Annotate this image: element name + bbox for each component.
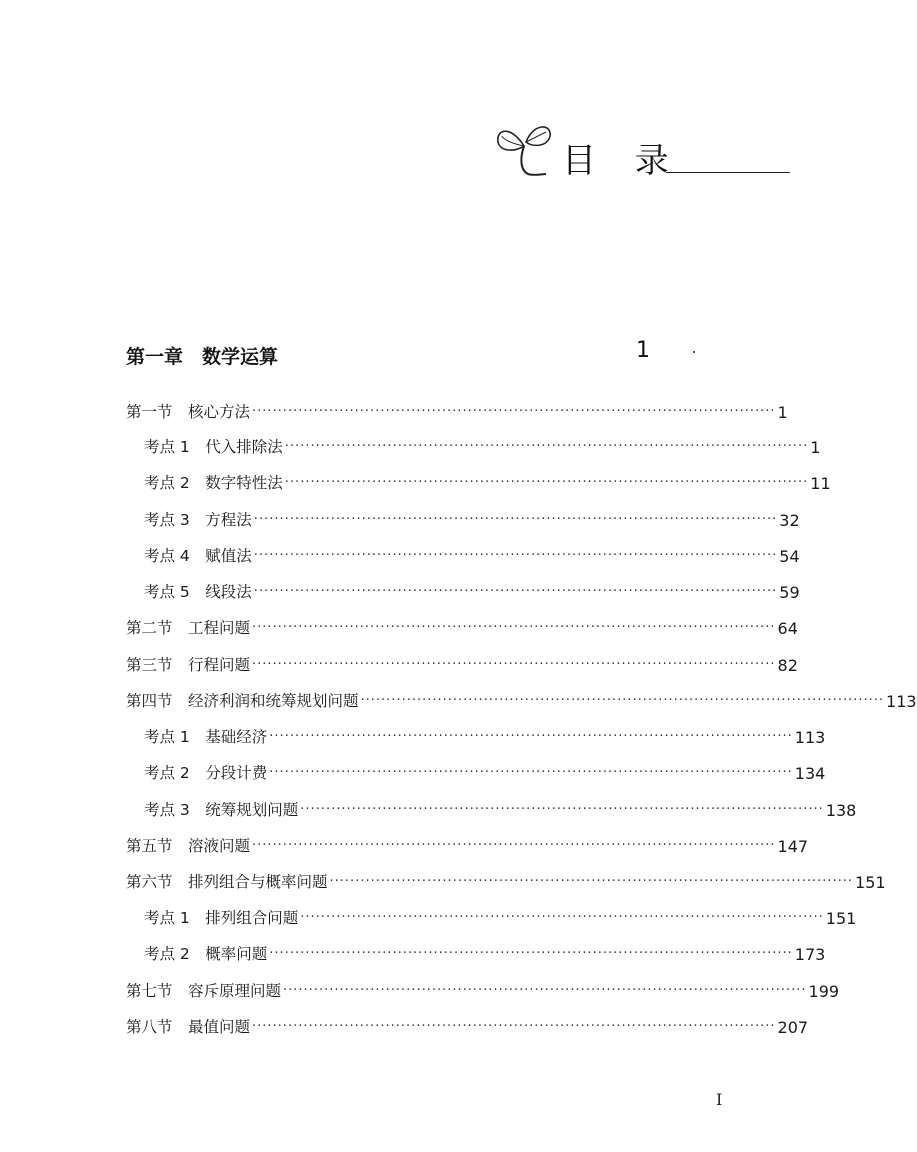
- entry-page-number: 151: [825, 909, 857, 928]
- dot-leader: ······································································································: [252, 657, 776, 672]
- entry-page-number: 59: [779, 583, 800, 602]
- entry-page-number: 82: [777, 656, 798, 675]
- entry-label: 考点 1 代入排除法: [144, 438, 283, 456]
- entry-page-number: 173: [794, 945, 826, 964]
- entry-label: 第五节 溶液问题: [126, 837, 251, 855]
- dot-leader: ······································································································: [252, 838, 776, 853]
- toc-entry-point[interactable]: [144, 506, 800, 530]
- dot-leader: ······································································································: [269, 729, 793, 744]
- toc-title: 目 录: [562, 141, 683, 181]
- dot-leader: ······································································································: [253, 512, 778, 527]
- dot-leader: ······································································································: [269, 946, 793, 961]
- dot-leader: ······································································································: [253, 584, 778, 599]
- entry-page-number: 1: [810, 438, 821, 457]
- dot-leader: ······································································································: [329, 874, 854, 889]
- toc-entry-section[interactable]: [126, 614, 798, 638]
- entry-label: 考点 3 统筹规划问题: [144, 801, 299, 819]
- page-number: I: [716, 1090, 723, 1109]
- entry-label: 考点 2 概率问题: [144, 945, 268, 963]
- entry-page-number: 147: [777, 837, 809, 856]
- entry-label: 第一节 核心方法: [126, 403, 251, 421]
- entry-page-number: 151: [855, 873, 886, 892]
- toc-entry-point[interactable]: [144, 940, 826, 964]
- dot-leader: ······································································································: [300, 802, 824, 817]
- toc-entry-point[interactable]: [144, 433, 821, 457]
- dot-leader: ······································································································: [283, 983, 807, 998]
- dot-leader: ······································································································: [300, 910, 824, 925]
- entry-page-number: 207: [777, 1018, 809, 1037]
- entry-label: 考点 5 线段法: [144, 583, 252, 601]
- entry-label: 考点 1 排列组合问题: [144, 909, 299, 927]
- entry-page-number: 32: [779, 511, 800, 530]
- toc-entry-point[interactable]: [144, 796, 857, 820]
- entry-page-number: 138: [825, 801, 857, 820]
- entry-page-number: 11: [810, 474, 831, 493]
- chapter-page-number: 1: [636, 338, 650, 363]
- dot-leader: ······································································································: [269, 765, 793, 780]
- entry-label: 考点 2 分段计费: [144, 764, 268, 782]
- chapter-title: 第一章 数学运算: [126, 346, 279, 368]
- entry-label: 考点 1 基础经济: [144, 728, 268, 746]
- toc-entry-section[interactable]: [126, 977, 840, 1001]
- dot-leader: ······································································································: [252, 1019, 776, 1034]
- entry-label: 考点 4 赋值法: [144, 547, 252, 565]
- entry-page-number: 1: [777, 403, 788, 422]
- dot-leader: ······································································································: [252, 404, 776, 419]
- dot-leader: ······································································································: [284, 439, 809, 454]
- toc-entry-point[interactable]: [144, 542, 800, 566]
- entry-page-number: 199: [808, 982, 840, 1001]
- entry-label: 考点 3 方程法: [144, 511, 252, 529]
- entry-page-number: 113: [794, 728, 826, 747]
- toc-entry-section[interactable]: [126, 651, 798, 675]
- toc-entry-point[interactable]: [144, 759, 826, 783]
- entry-page-number: 134: [794, 764, 826, 783]
- dot-leader: ······································································································: [252, 620, 776, 635]
- entry-label: 考点 2 数字特性法: [144, 474, 283, 492]
- entry-page-number: 54: [779, 547, 800, 566]
- entry-page-number: 113: [886, 692, 917, 711]
- dot-leader: ······································································································: [284, 475, 809, 490]
- entry-label: 第八节 最值问题: [126, 1018, 251, 1036]
- dot-leader: ······································································································: [253, 548, 778, 563]
- toc-entry-point[interactable]: [144, 578, 800, 602]
- entry-label: 第三节 行程问题: [126, 656, 251, 674]
- dot-leader: ······································································································: [360, 693, 885, 708]
- entry-label: 第七节 容斥原理问题: [126, 982, 282, 1000]
- toc-entry-section[interactable]: [126, 398, 788, 422]
- entry-label: 第二节 工程问题: [126, 619, 251, 637]
- entry-page-number: 64: [777, 619, 798, 638]
- toc-entry-section[interactable]: [126, 868, 886, 892]
- toc-entry-point[interactable]: [144, 723, 826, 747]
- toc-entry-section[interactable]: [126, 687, 917, 711]
- toc-entry-section[interactable]: [126, 1013, 809, 1037]
- entry-label: 第四节 经济利润和统筹规划问题: [126, 692, 359, 710]
- entry-label: 第六节 排列组合与概率问题: [126, 873, 328, 891]
- toc-entry-section[interactable]: [126, 832, 809, 856]
- toc-entry-point[interactable]: [144, 469, 831, 493]
- toc-entry-point[interactable]: [144, 904, 857, 928]
